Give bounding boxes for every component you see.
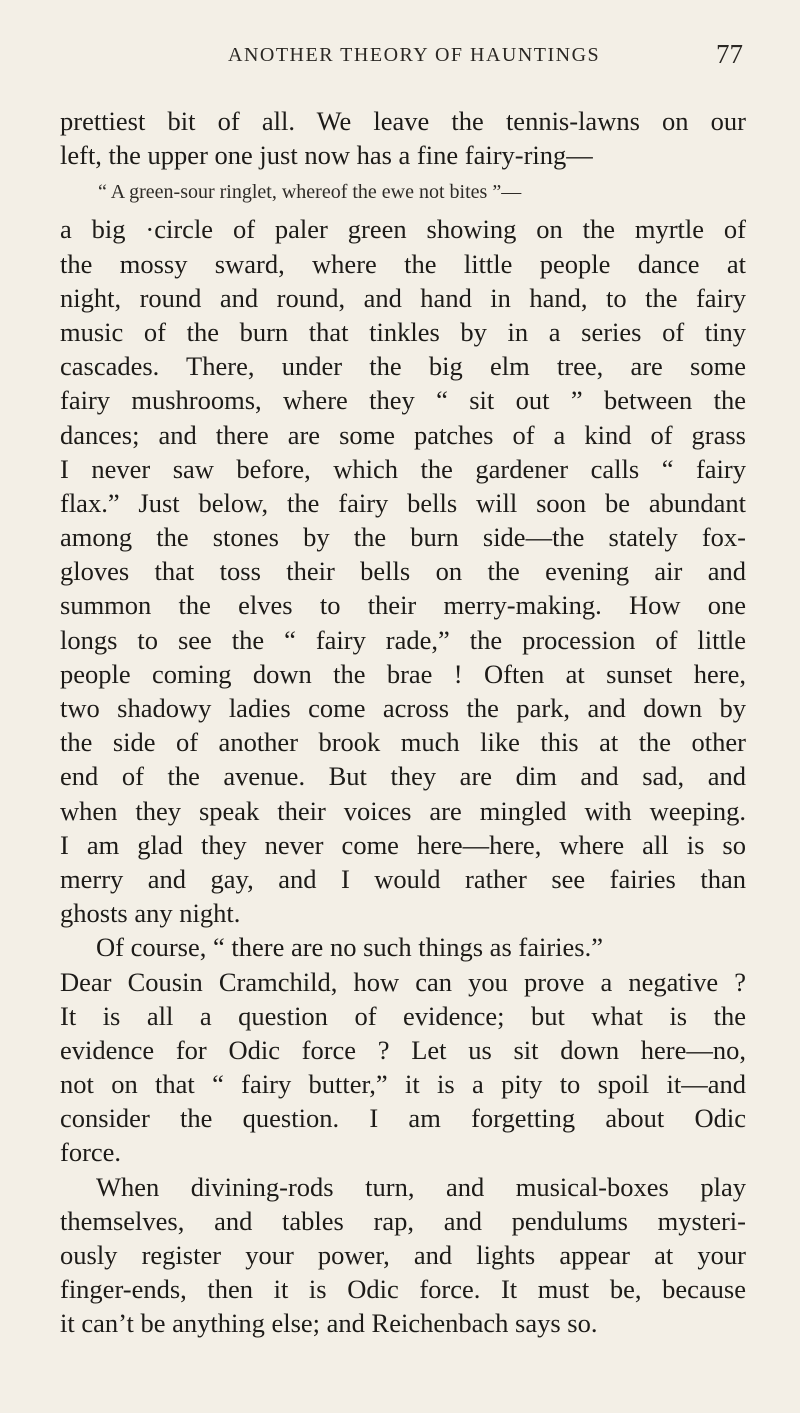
text-line: it can’t be anything else; and Reichenbach says so. xyxy=(60,1308,598,1339)
text-line: Dear Cousin Cramchild, how can you prove a negative ? xyxy=(60,966,746,997)
page-number: 77 xyxy=(716,39,743,69)
text-line: Of course, “ there are no such things as fairies.” xyxy=(96,932,603,963)
text-line: longs to see the “ fairy rade,” the procession of little xyxy=(60,624,746,655)
text-line: not on that “ fairy butter,” it is a pity to spoil it—and xyxy=(60,1069,746,1100)
text-line: when they speak their voices are mingled with weeping. xyxy=(60,795,746,826)
text-line: themselves, and tables rap, and pendulums mysteri- xyxy=(60,1205,746,1236)
text-line: merry and gay, and I would rather see fairies than xyxy=(60,863,746,894)
text-line: gloves that toss their bells on the evening air and xyxy=(60,556,746,587)
running-head: ANOTHER THEORY OF HAUNTINGS xyxy=(228,44,601,66)
text-line: evidence for Odic force ? Let us sit down here—no, xyxy=(60,1034,746,1065)
text-line: I never saw before, which the gardener calls “ fairy xyxy=(60,453,746,484)
text-line: left, the upper one just now has a fine fairy-ring— xyxy=(60,140,593,171)
text-line: the side of another brook much like this at the other xyxy=(60,727,746,758)
text-line: consider the question. I am forgetting about Odic xyxy=(60,1103,746,1134)
text-line: fairy mushrooms, where they “ sit out ” between the xyxy=(60,385,746,416)
text-line: end of the avenue. But they are dim and sad, and xyxy=(60,761,746,792)
body-text xyxy=(60,104,746,1341)
text-line: night, round and round, and hand in hand, to the fairy xyxy=(60,282,746,313)
text-line: When divining-rods turn, and musical-boxes play xyxy=(96,1171,746,1202)
text-line: among the stones by the burn side—the stately fox- xyxy=(60,522,746,553)
text-line: people coming down the brae ! Often at sunset here, xyxy=(60,658,746,689)
text-line: a big ·circle of paler green showing on the myrtle of xyxy=(60,214,746,245)
text-line: flax.” Just below, the fairy bells will soon be abundant xyxy=(60,487,746,518)
text-line: finger-ends, then it is Odic force. It must be, because xyxy=(60,1274,746,1305)
text-line: prettiest bit of all. We leave the tennis-lawns on our xyxy=(60,106,746,136)
text-line: I am glad they never come here—here, where all is so xyxy=(60,829,746,860)
verse-quotation: “ A green-sour ringlet, whereof the ewe not bites ”— xyxy=(98,181,522,204)
text-line: cascades. There, under the big elm tree, are some xyxy=(60,351,746,382)
text-line: force. xyxy=(60,1137,122,1168)
text-line: ously register your power, and lights appear at your xyxy=(60,1240,746,1270)
text-line: music of the burn that tinkles by in a series of tiny xyxy=(60,316,746,347)
text-line: dances; and there are some patches of a kind of grass xyxy=(60,419,746,450)
text-line: It is all a question of evidence; but what is the xyxy=(60,1000,746,1031)
text-line: ghosts any night. xyxy=(60,898,241,929)
text-line: two shadowy ladies come across the park, and down by xyxy=(60,693,746,723)
text-line: the mossy sward, where the little people dance at xyxy=(60,248,746,279)
text-line: summon the elves to their merry-making. How one xyxy=(60,590,746,621)
